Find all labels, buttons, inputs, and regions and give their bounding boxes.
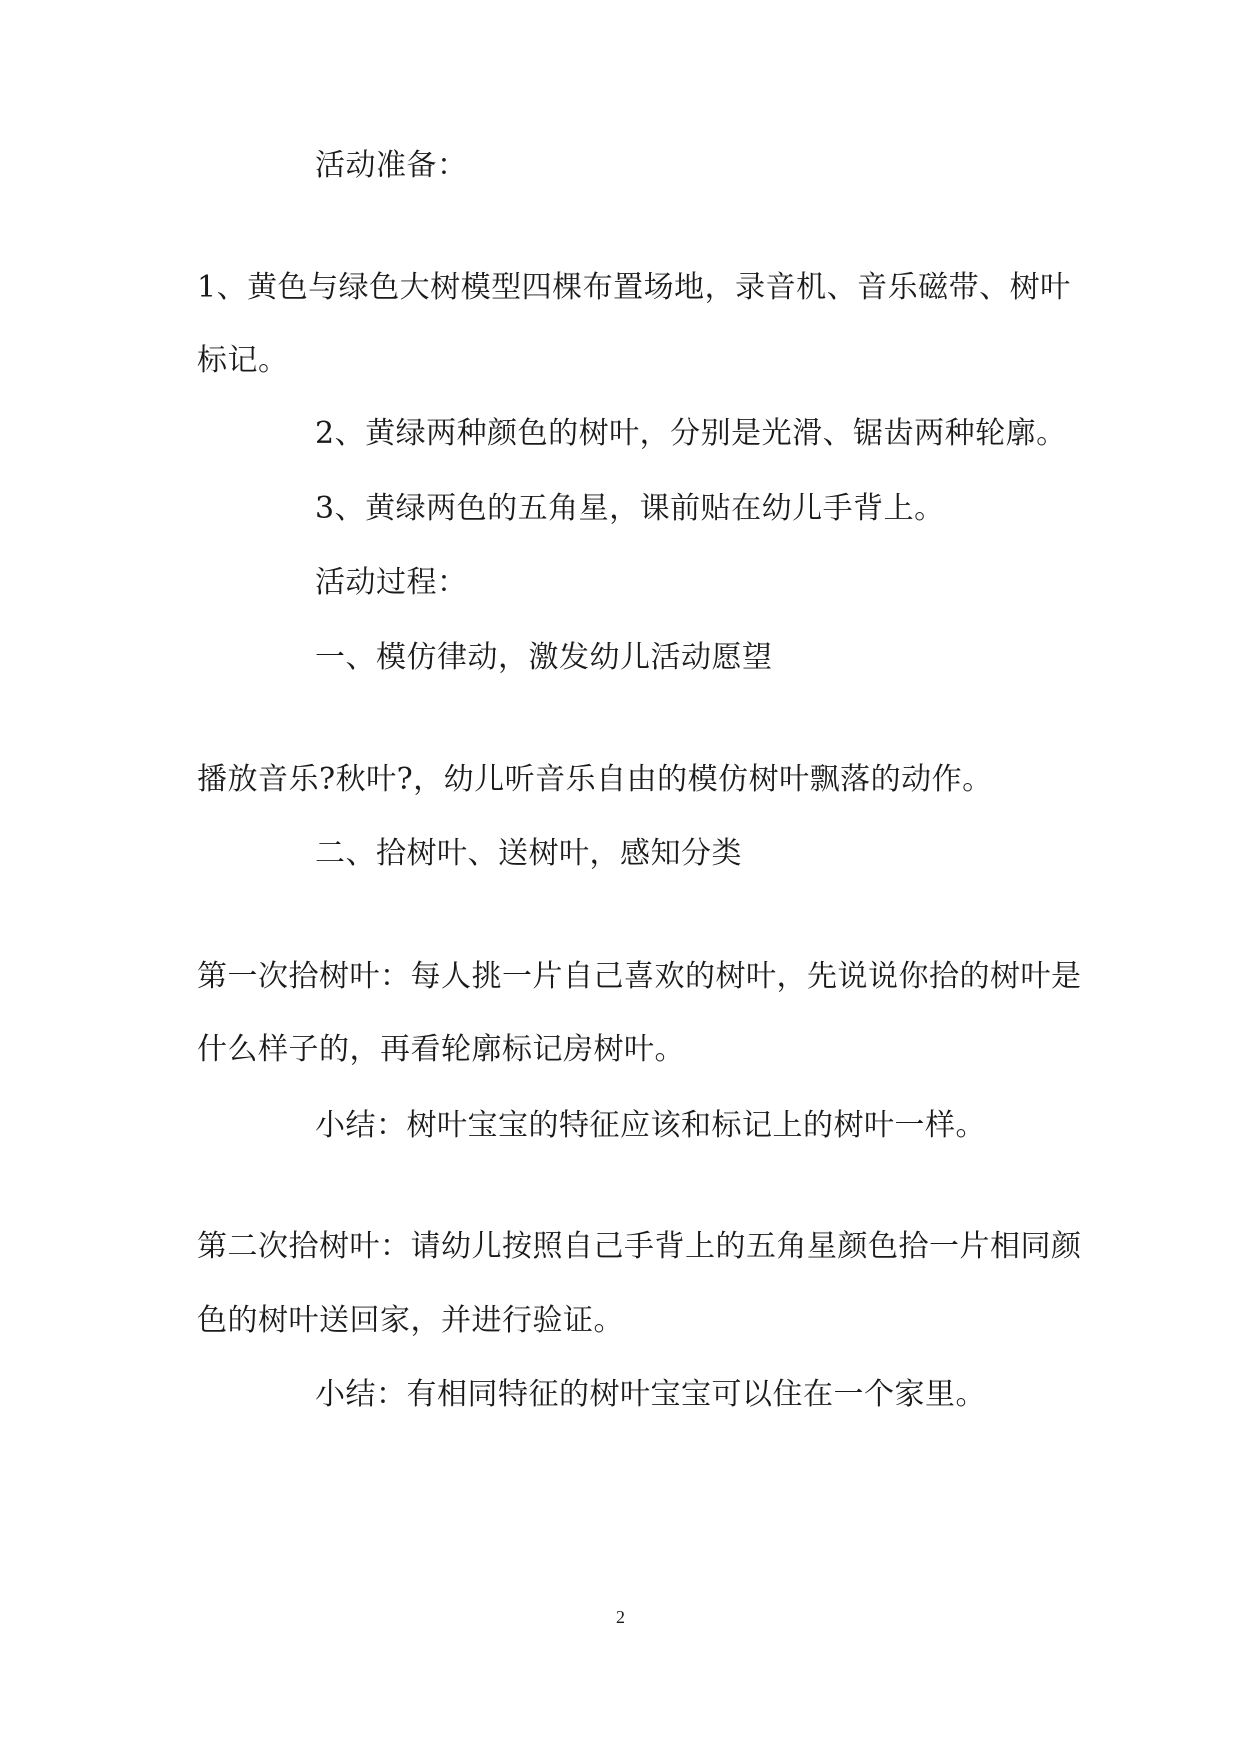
paragraph-line: 第一次拾树叶：每人挑一片自己喜欢的树叶，先说说你拾的树叶是: [197, 959, 1082, 994]
paragraph-line: 色的树叶送回家，并进行验证。: [197, 1303, 624, 1338]
section-heading: 二、拾树叶、送树叶，感知分类: [315, 836, 742, 871]
paragraph-line: 播放音乐?秋叶?，幼儿听音乐自由的模仿树叶飘落的动作。: [197, 762, 993, 797]
paragraph-line: 1、黄色与绿色大树模型四棵布置场地，录音机、音乐磁带、树叶: [197, 270, 1071, 305]
summary-line: 小结：有相同特征的树叶宝宝可以住在一个家里。: [315, 1377, 986, 1412]
paragraph-line: 什么样子的，再看轮廓标记房树叶。: [197, 1032, 685, 1067]
heading-process: 活动过程：: [315, 565, 468, 600]
paragraph-line: 3、黄绿两色的五角星，课前贴在幼儿手背上。: [315, 491, 945, 526]
summary-line: 小结：树叶宝宝的特征应该和标记上的树叶一样。: [315, 1108, 986, 1143]
section-heading: 一、模仿律动，激发幼儿活动愿望: [315, 640, 773, 675]
paragraph-line: 标记。: [197, 343, 289, 378]
heading-preparation: 活动准备：: [315, 148, 468, 183]
paragraph-line: 2、黄绿两种颜色的树叶，分别是光滑、锯齿两种轮廓。: [315, 416, 1067, 451]
page-number: 2: [616, 1607, 625, 1627]
paragraph-line: 第二次拾树叶：请幼儿按照自己手背上的五角星颜色拾一片相同颜: [197, 1229, 1082, 1264]
